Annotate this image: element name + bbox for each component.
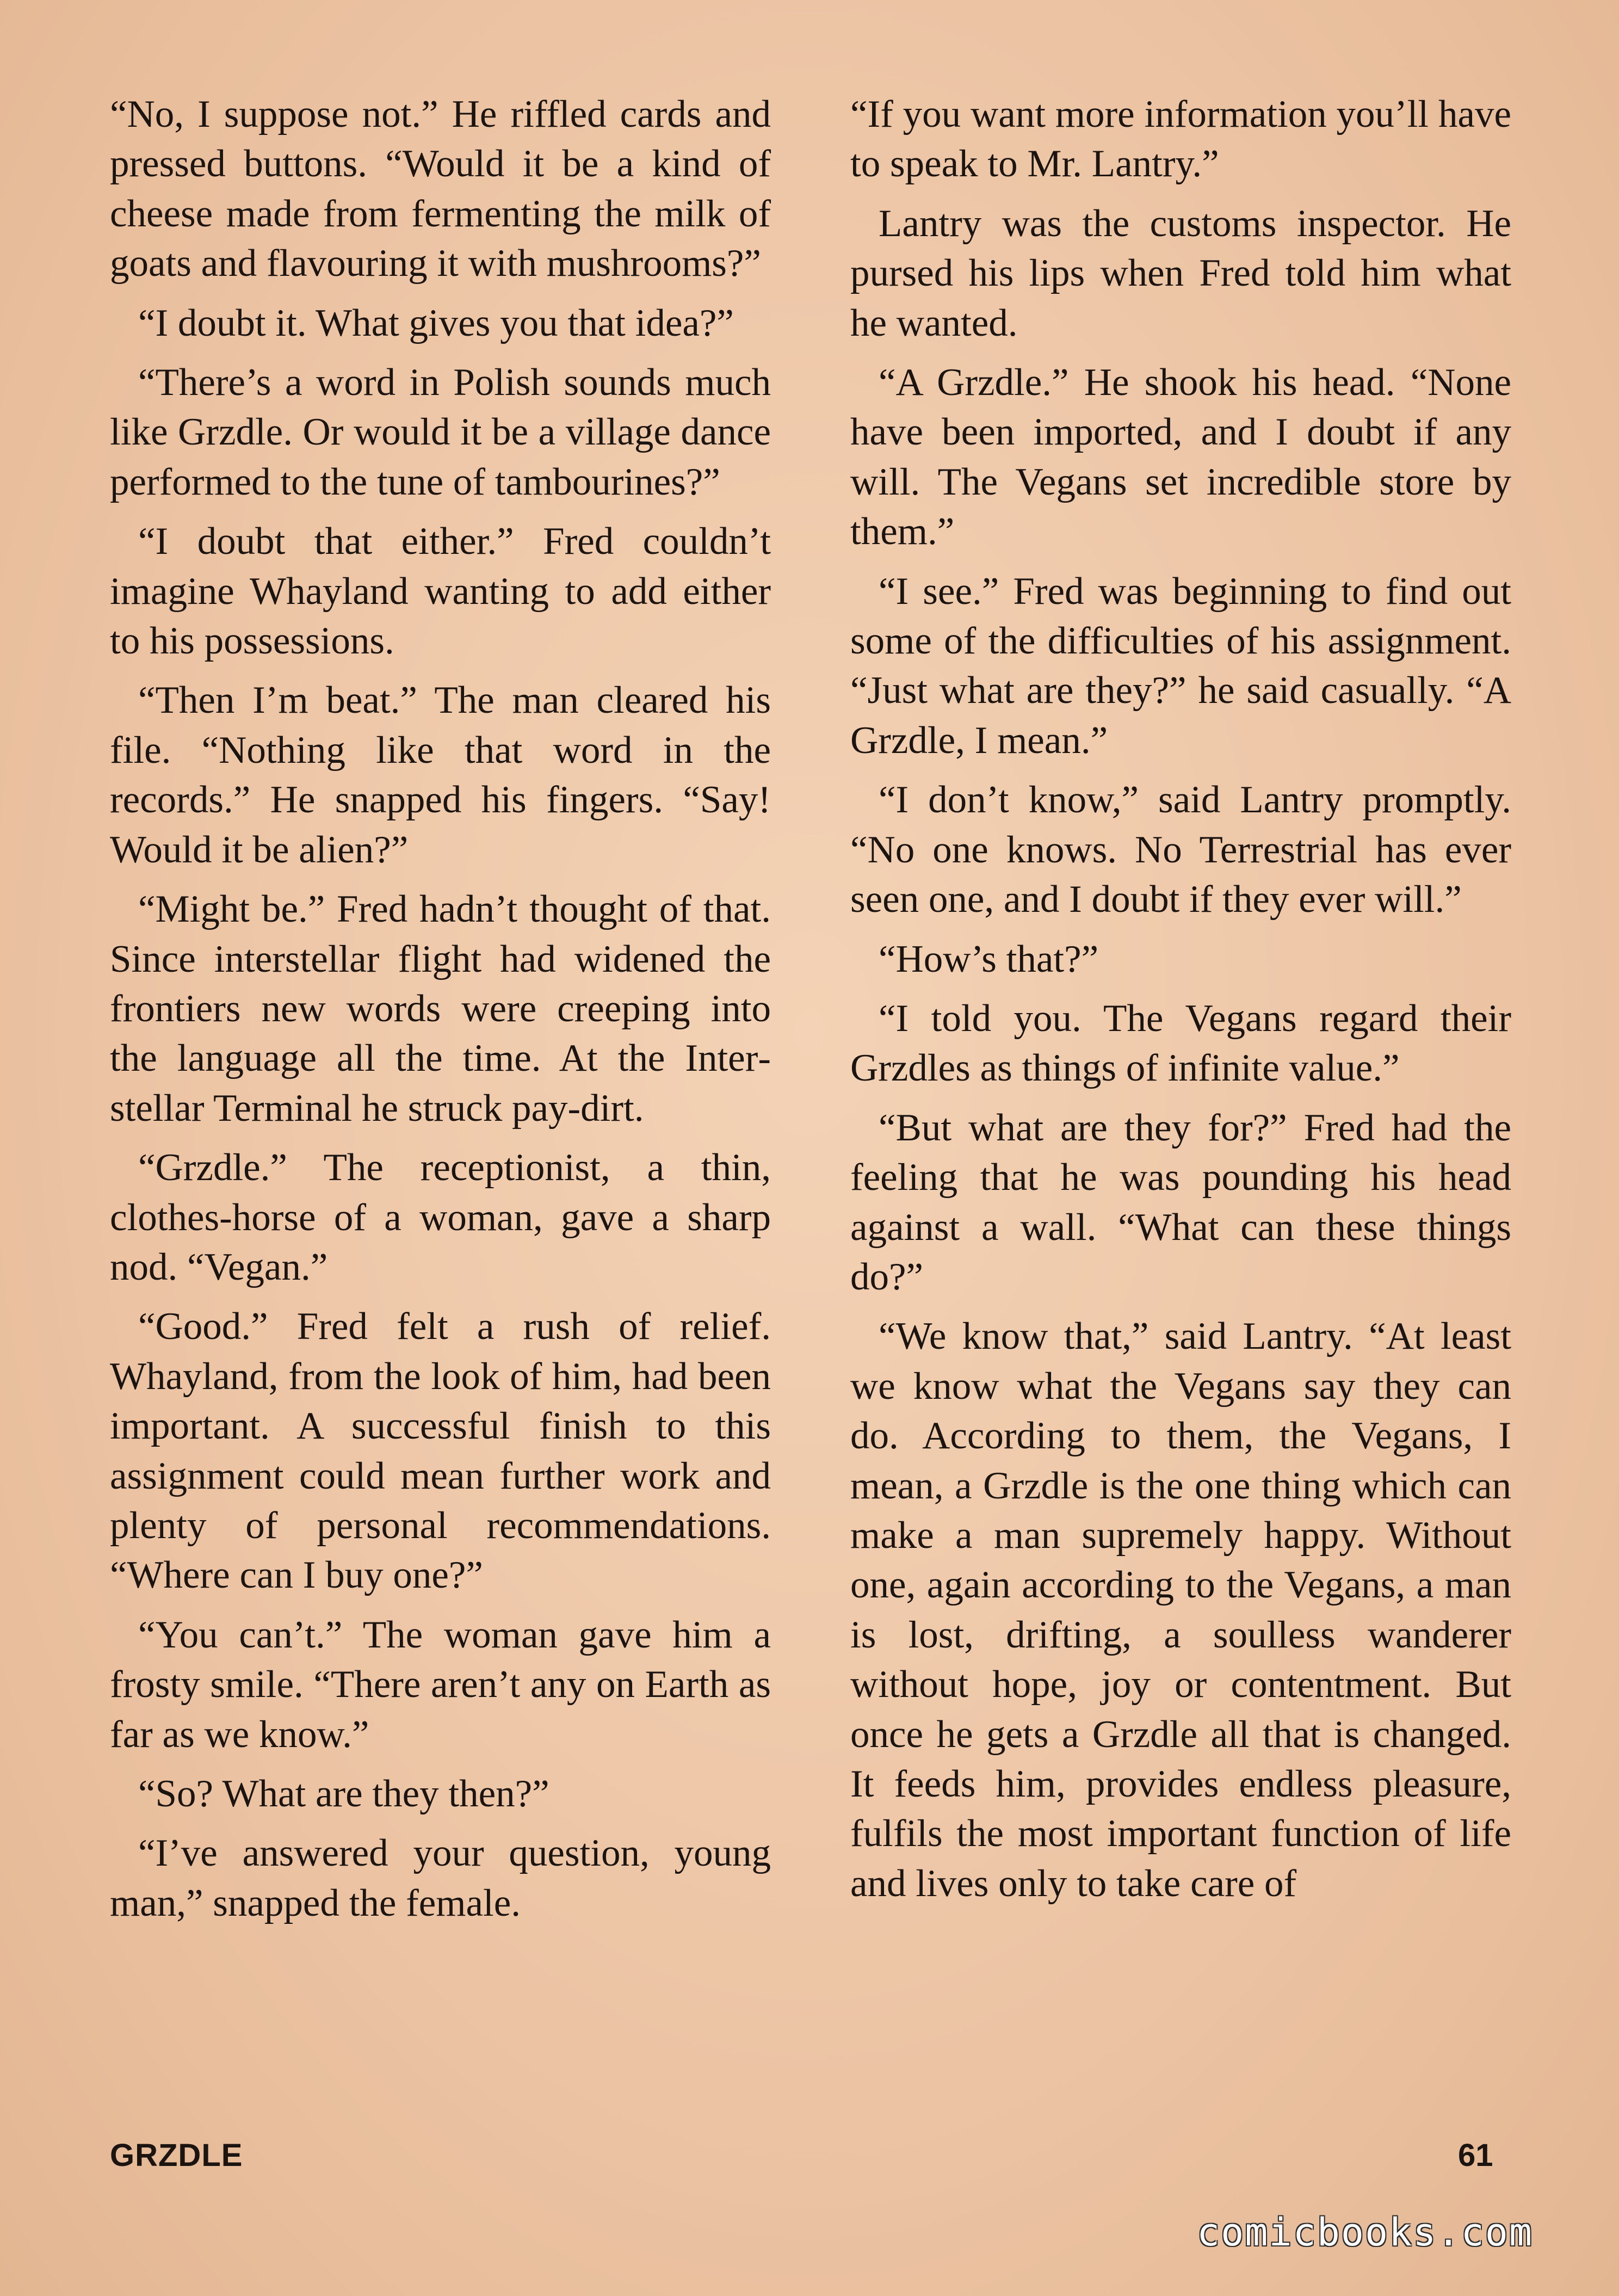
paragraph: “Grzdle.” The receptionist, a thin, clothes-horse of a woman, gave a sharp nod. “Vegan.”	[110, 1146, 771, 1288]
paragraph: “But what are they for?” Fred had the feeling that he was pounding his head against a wall. “What can these things do?”	[850, 1106, 1511, 1298]
paragraph: “If you want more information you’ll have to speak to Mr. Lantry.”	[850, 93, 1511, 186]
paragraph: “I told you. The Vegans regard their Grzdles as things of infinite value.”	[850, 997, 1511, 1090]
paragraph: “You can’t.” The woman gave him a frosty smile. “There aren’t any on Earth as far as we know.”	[110, 1613, 771, 1756]
page-number: 61	[1458, 2138, 1493, 2173]
paragraph: “There’s a word in Polish sounds much like Grzdle. Or would it be a village dance performed to the tune of tambourines?”	[110, 361, 771, 503]
paragraph: “I don’t know,” said Lantry promptly. “No one knows. No Terrestrial has ever seen one, and I doubt if they ever will.”	[850, 779, 1511, 921]
paragraph: Lantry was the customs inspector. He pursed his lips when Fred told him what he wanted.	[850, 202, 1511, 344]
paragraph: “How’s that?”	[879, 937, 1099, 980]
right-column	[850, 90, 1511, 1918]
paragraph: “I’ve answered your question, young man,” snapped the female.	[110, 1832, 771, 1924]
site-watermark: comicbooks.com	[1197, 2210, 1534, 2255]
paragraph: “A Grzdle.” He shook his head. “None have been imported, and I doubt if any will. The Vegans set incredible store by them.”	[850, 361, 1511, 553]
paragraph: “Then I’m beat.” The man cleared his file. “Nothing like that word in the records.” He snapped his fingers. “Say! Would it be alien?”	[110, 679, 771, 871]
paragraph: “I doubt it. What gives you that idea?”	[138, 301, 734, 344]
paragraph: “We know that,” said Lantry. “At least we know what the Vegans say they can do. According to them, the Vegans, I mean, a Grzdle is the one thing which can make a man supremely happy. Without one, again according to the Vegans, a man is lost, drifting, a soulless wanderer without hope, joy or contentment. But once he gets a Grzdle all that is changed. It feeds him, provides endless pleasure, fulfils the most important function of life and lives only to take care of	[850, 1315, 1511, 1905]
paragraph: “Might be.” Fred hadn’t thought of that. Since interstellar flight had widened the frontiers new words were creeping into the language all the time. At the Interstellar Terminal he struck pay-dirt.	[110, 888, 771, 1130]
paragraph: “I doubt that either.” Fred couldn’t imagine Whayland wanting to add either to his possessions.	[110, 520, 771, 663]
paragraph: “So? What are they then?”	[138, 1773, 549, 1815]
paragraph: “No, I suppose not.” He riffled cards and pressed buttons. “Would it be a kind of cheese made from fermenting the milk of goats and flavouring it with mushrooms?”	[110, 93, 771, 285]
paragraph: “I see.” Fred was beginning to find out some of the difficulties of his assignment. “Just what are they?” he said casually. “A Grzdle, I mean.”	[850, 570, 1511, 762]
left-column	[110, 90, 771, 1938]
running-title: GRZDLE	[110, 2138, 243, 2173]
paragraph: “Good.” Fred felt a rush of relief. Whayland, from the look of him, had been important. A successful finish to this assignment could mean further work and plenty of personal recommendations. “Where can I buy one?”	[110, 1305, 771, 1597]
